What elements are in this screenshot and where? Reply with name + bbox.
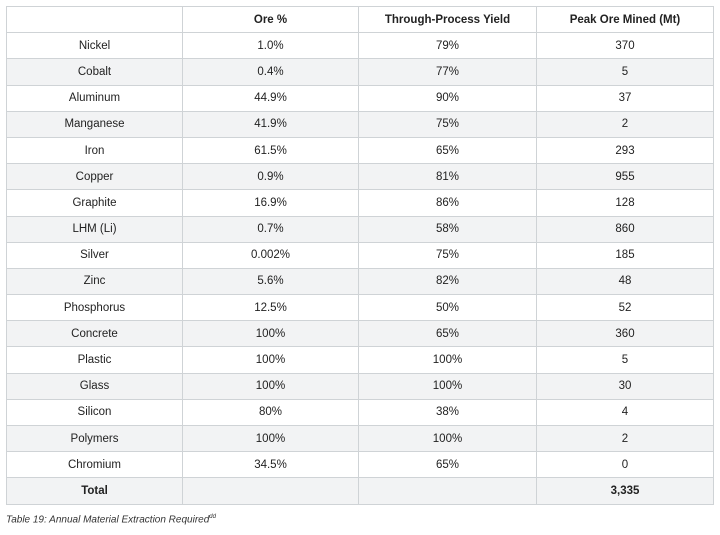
table-row [7, 164, 714, 190]
ore-percent-cell: 100% [183, 321, 359, 347]
column-header-through-process-yield: Through-Process Yield [359, 7, 537, 33]
yield-cell: 58% [359, 216, 537, 242]
material-cell: Zinc [7, 268, 183, 294]
yield-cell: 77% [359, 59, 537, 85]
material-cell: Graphite [7, 190, 183, 216]
peak-ore-cell: 52 [537, 295, 714, 321]
yield-cell: 79% [359, 33, 537, 59]
table-row [7, 242, 714, 268]
peak-ore-cell: 293 [537, 137, 714, 163]
ore-percent-cell: 1.0% [183, 33, 359, 59]
total-value: 3,335 [537, 478, 714, 504]
material-cell: Silicon [7, 399, 183, 425]
yield-cell: 81% [359, 164, 537, 190]
yield-cell: 100% [359, 347, 537, 373]
yield-cell: 75% [359, 111, 537, 137]
material-cell: Concrete [7, 321, 183, 347]
yield-cell: 82% [359, 268, 537, 294]
yield-cell: 50% [359, 295, 537, 321]
yield-cell: 86% [359, 190, 537, 216]
yield-cell: 90% [359, 85, 537, 111]
ore-percent-cell: 5.6% [183, 268, 359, 294]
yield-cell: 100% [359, 373, 537, 399]
peak-ore-cell: 4 [537, 399, 714, 425]
peak-ore-cell: 370 [537, 33, 714, 59]
total-empty-cell [183, 478, 359, 504]
material-cell: Silver [7, 242, 183, 268]
peak-ore-cell: 0 [537, 452, 714, 478]
peak-ore-cell: 360 [537, 321, 714, 347]
table-row [7, 190, 714, 216]
peak-ore-cell: 860 [537, 216, 714, 242]
peak-ore-cell: 30 [537, 373, 714, 399]
total-label: Total [7, 478, 183, 504]
yield-cell: 65% [359, 452, 537, 478]
ore-percent-cell: 100% [183, 373, 359, 399]
material-cell: Iron [7, 137, 183, 163]
ore-percent-cell: 61.5% [183, 137, 359, 163]
table-row [7, 321, 714, 347]
table-row [7, 399, 714, 425]
table-caption-text: Table 19: Annual Material Extraction Required [6, 514, 210, 526]
total-empty-cell [359, 478, 537, 504]
material-cell: Plastic [7, 347, 183, 373]
peak-ore-cell: 2 [537, 426, 714, 452]
column-header-ore-percent: Ore % [183, 7, 359, 33]
ore-percent-cell: 100% [183, 426, 359, 452]
material-cell: Glass [7, 373, 183, 399]
peak-ore-cell: 955 [537, 164, 714, 190]
column-header-peak-ore-mined: Peak Ore Mined (Mt) [537, 7, 714, 33]
material-cell: Chromium [7, 452, 183, 478]
yield-cell: 65% [359, 321, 537, 347]
peak-ore-cell: 37 [537, 85, 714, 111]
table-row [7, 347, 714, 373]
ore-percent-cell: 0.4% [183, 59, 359, 85]
total-row [7, 478, 714, 504]
ore-percent-cell: 0.9% [183, 164, 359, 190]
material-extraction-table [6, 6, 714, 505]
table-row [7, 137, 714, 163]
table-row [7, 426, 714, 452]
yield-cell: 100% [359, 426, 537, 452]
ore-percent-cell: 16.9% [183, 190, 359, 216]
table-caption [6, 514, 216, 525]
ore-percent-cell: 100% [183, 347, 359, 373]
material-cell: Manganese [7, 111, 183, 137]
table-row [7, 33, 714, 59]
column-header-material [7, 7, 183, 33]
ore-percent-cell: 80% [183, 399, 359, 425]
table-row [7, 216, 714, 242]
table-row [7, 59, 714, 85]
material-cell: Polymers [7, 426, 183, 452]
peak-ore-cell: 5 [537, 59, 714, 85]
ore-percent-cell: 0.7% [183, 216, 359, 242]
material-cell: Copper [7, 164, 183, 190]
material-cell: Cobalt [7, 59, 183, 85]
table-row [7, 111, 714, 137]
material-cell: Phosphorus [7, 295, 183, 321]
yield-cell: 65% [359, 137, 537, 163]
material-cell: Nickel [7, 33, 183, 59]
table-row [7, 452, 714, 478]
yield-cell: 75% [359, 242, 537, 268]
table-row [7, 373, 714, 399]
ore-percent-cell: 0.002% [183, 242, 359, 268]
peak-ore-cell: 128 [537, 190, 714, 216]
caption-footnote-marker: dd [209, 514, 216, 520]
table-header-row [7, 7, 714, 33]
peak-ore-cell: 185 [537, 242, 714, 268]
ore-percent-cell: 12.5% [183, 295, 359, 321]
ore-percent-cell: 34.5% [183, 452, 359, 478]
peak-ore-cell: 2 [537, 111, 714, 137]
peak-ore-cell: 48 [537, 268, 714, 294]
peak-ore-cell: 5 [537, 347, 714, 373]
table-row [7, 85, 714, 111]
ore-percent-cell: 44.9% [183, 85, 359, 111]
material-cell: Aluminum [7, 85, 183, 111]
ore-percent-cell: 41.9% [183, 111, 359, 137]
table-row [7, 268, 714, 294]
material-cell: LHM (Li) [7, 216, 183, 242]
table-row [7, 295, 714, 321]
yield-cell: 38% [359, 399, 537, 425]
table-body [7, 33, 714, 478]
